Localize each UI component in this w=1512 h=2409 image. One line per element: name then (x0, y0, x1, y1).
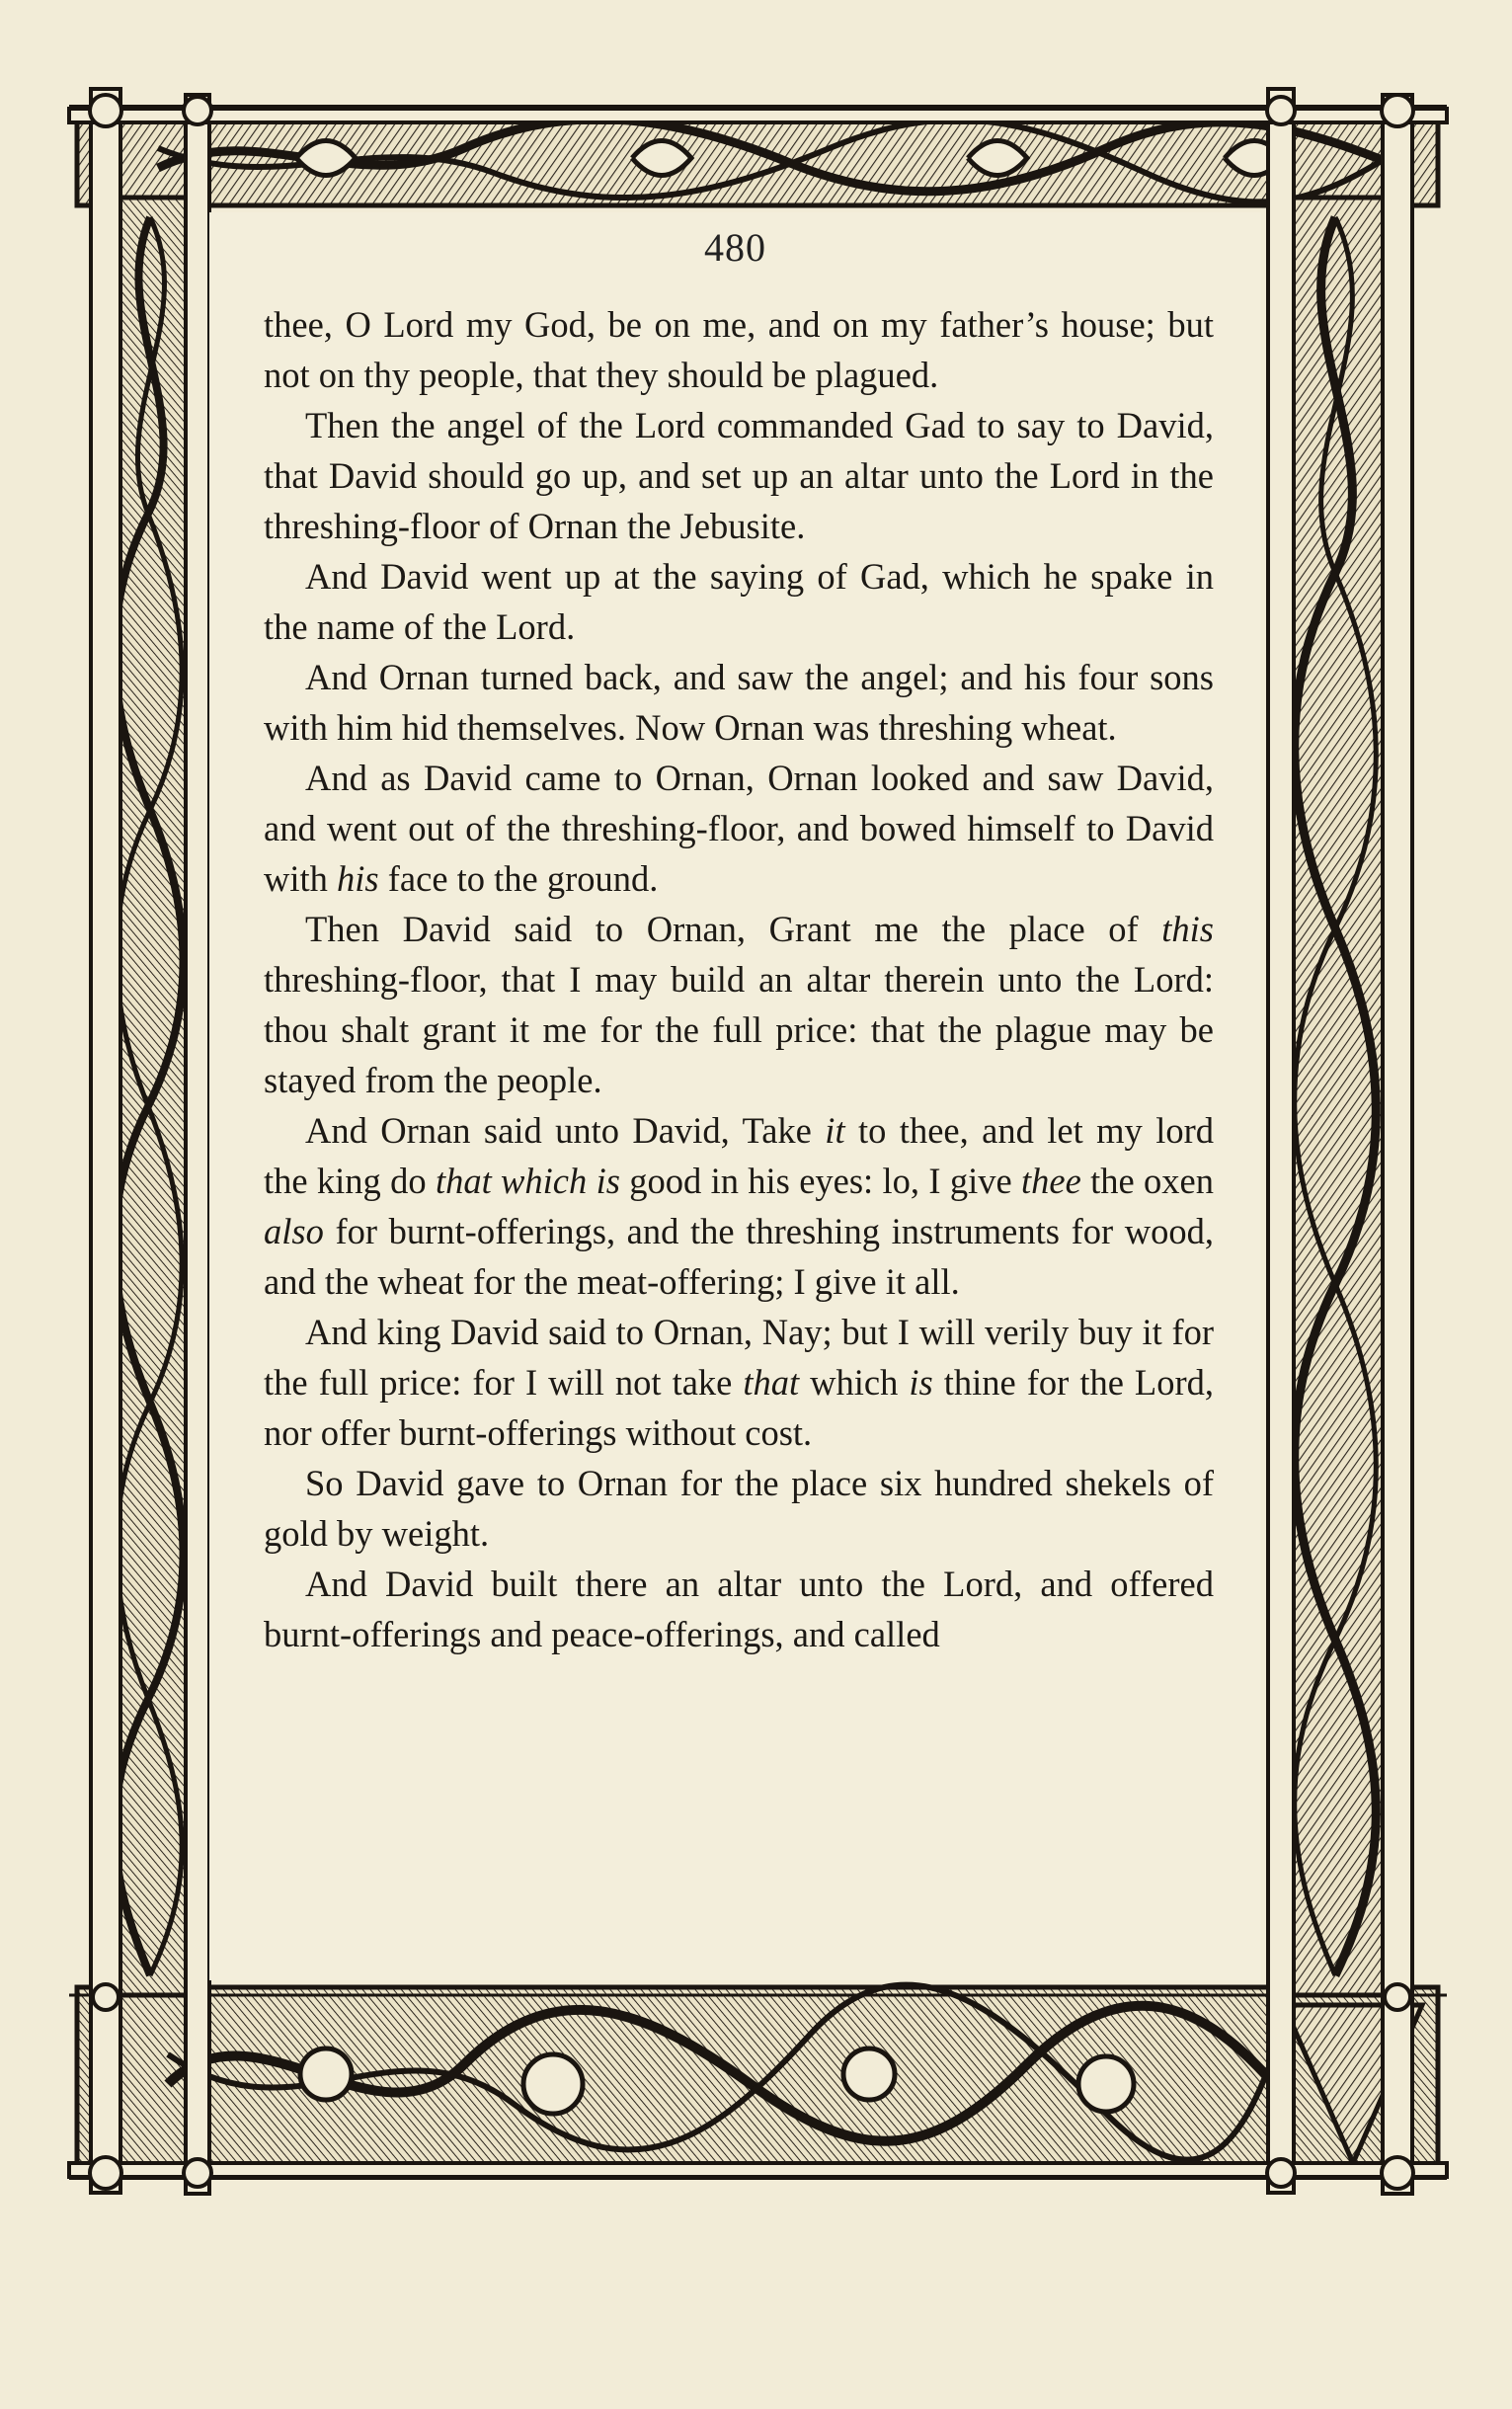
text-run: threshing-floor, that I may build an altar therein unto the Lord: thou shalt grant it me for the full price: that the plague may be stayed from the people. (264, 959, 1214, 1100)
bottom-border-band (69, 1985, 1447, 2178)
text-run: And as David came to Ornan, Ornan looked and saw David, and went out of the threshing-floor, and bowed himself to David with (264, 758, 1214, 899)
italic-run: that (743, 1362, 800, 1403)
text-run: thine for the Lord, nor offer burnt-offerings without cost. (264, 1362, 1214, 1453)
text-run: thee, O Lord my God, be on me, and on my father’s house; but not on thy people, that they should be plagued. (264, 304, 1214, 395)
paragraph-4 (264, 652, 1214, 753)
italic-run: also (264, 1211, 324, 1251)
text-run: which (799, 1362, 910, 1403)
body-text (264, 299, 1214, 1659)
paragraph-3 (264, 551, 1214, 652)
paragraph-9 (264, 1458, 1214, 1559)
text-run: And king David said to Ornan, Nay; but I will verily buy it for the full price: for I will not take (264, 1312, 1214, 1403)
text-run: And Ornan turned back, and saw the angel; and his four sons with him hid themselves. Now Ornan was threshing wheat. (264, 657, 1214, 748)
text-run: face to the ground. (378, 858, 659, 899)
paragraph-8 (264, 1307, 1214, 1458)
paragraph-5 (264, 753, 1214, 904)
text-run: And David went up at the saying of Gad, which he spake in the name of the Lord. (264, 556, 1214, 647)
italic-run: it (825, 1110, 845, 1151)
italic-run: thee (1021, 1161, 1081, 1201)
text-run: to thee, and let my lord the king do (264, 1110, 1214, 1201)
paragraph-10 (264, 1559, 1214, 1659)
italic-run: is (909, 1362, 933, 1403)
paragraph-1 (264, 299, 1214, 400)
paragraph-7 (264, 1105, 1214, 1307)
text-run: the oxen (1080, 1161, 1214, 1201)
text-panel (209, 212, 1261, 1980)
text-run: And Ornan said unto David, Take (305, 1110, 826, 1151)
text-run: Then David said to Ornan, Grant me the place of (305, 909, 1162, 949)
italic-run: that which is (435, 1161, 620, 1201)
italic-run: this (1161, 909, 1214, 949)
italic-run: his (337, 858, 379, 899)
text-run: And David built there an altar unto the Lord, and offered burnt-offerings and peace-offerings, and called (264, 1564, 1214, 1654)
paragraph-6 (264, 904, 1214, 1105)
page-number: 480 (704, 225, 766, 270)
paragraph-2 (264, 400, 1214, 551)
text-run: So David gave to Ornan for the place six hundred shekels of gold by weight. (264, 1463, 1214, 1554)
text-run: Then the angel of the Lord commanded Gad to say to David, that David should go up, and set up an altar unto the Lord in the threshing-floor of Ornan the Jebusite. (264, 405, 1214, 546)
text-run: good in his eyes: lo, I give (619, 1161, 1021, 1201)
text-run: for burnt-offerings, and the threshing instruments for wood, and the wheat for the meat-offering; I give it all. (264, 1211, 1214, 1302)
